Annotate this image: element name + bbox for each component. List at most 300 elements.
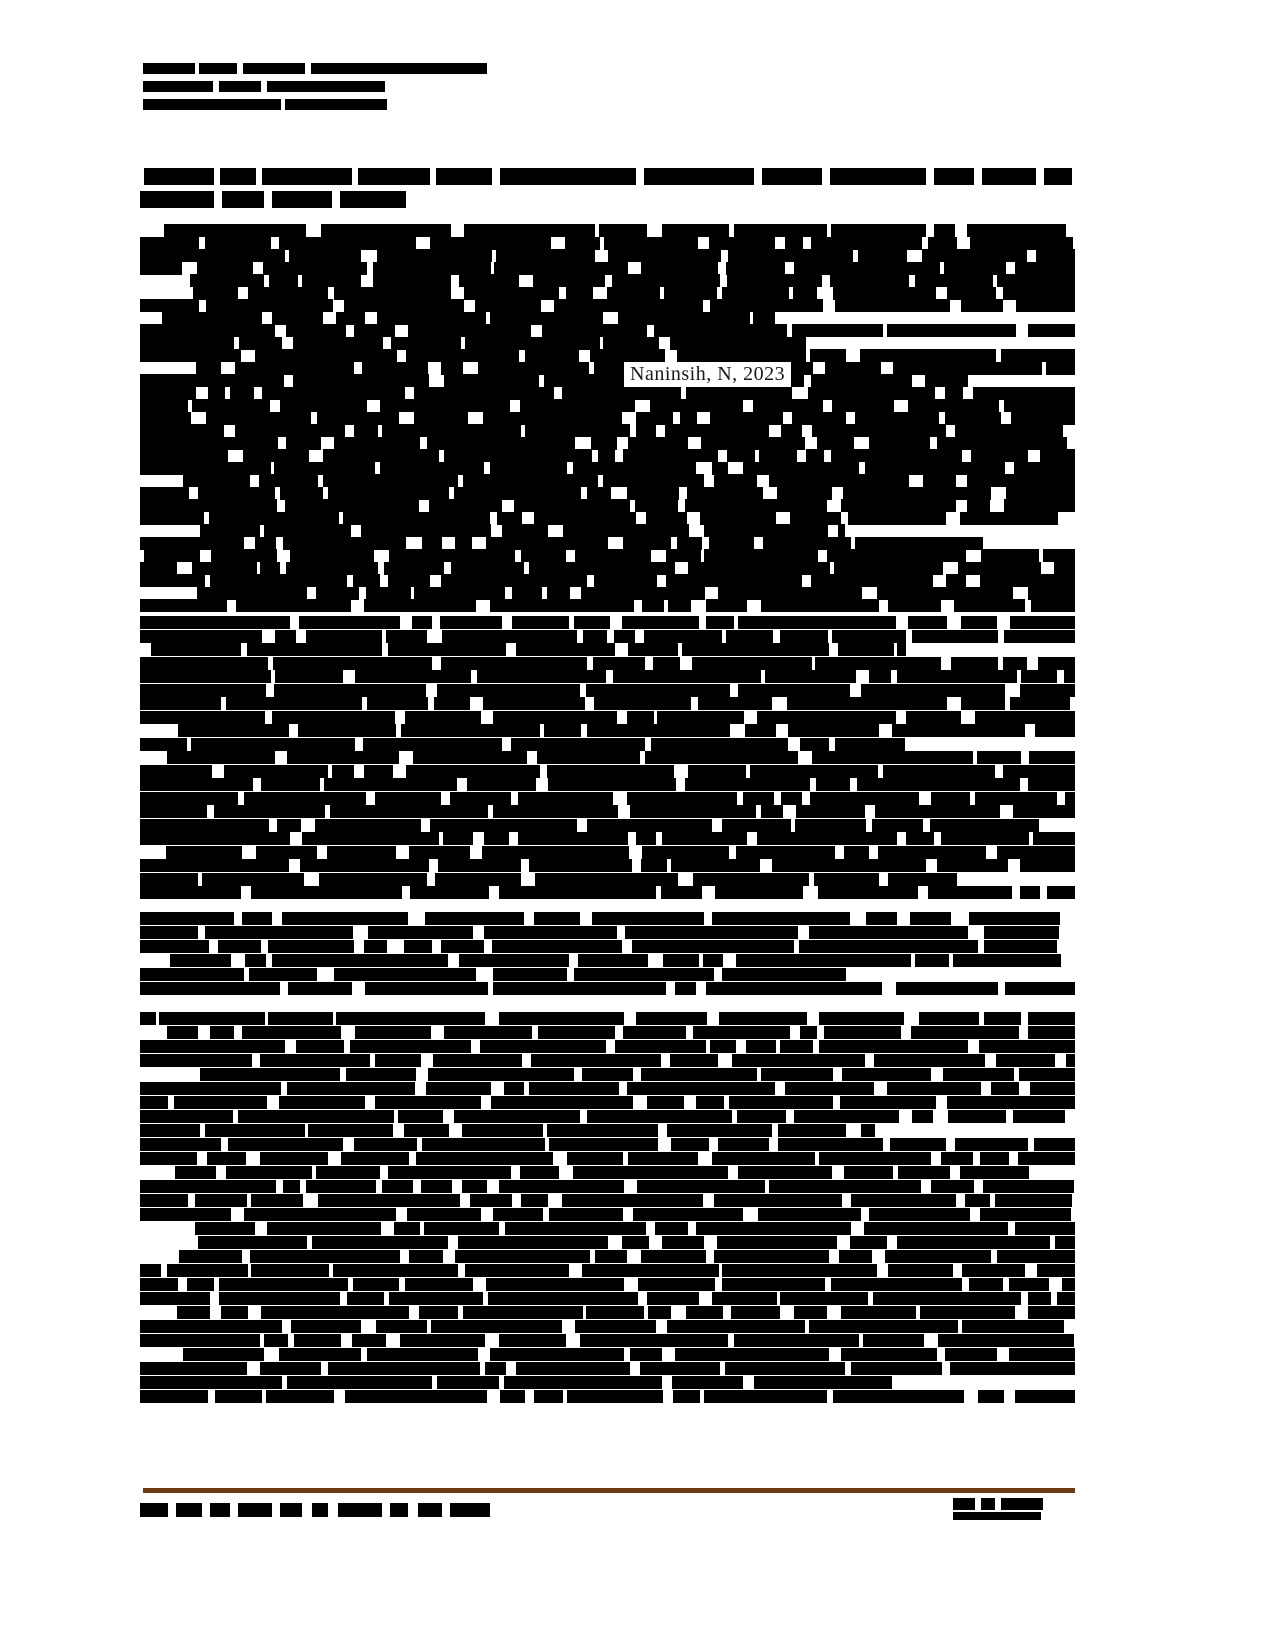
redaction-bar	[454, 1110, 580, 1123]
redaction-bar	[521, 549, 566, 562]
redaction-line	[140, 697, 1075, 707]
redaction-bar	[483, 412, 622, 425]
redaction-bar	[753, 399, 823, 412]
redaction-bar	[355, 1026, 431, 1039]
redaction-bar	[586, 684, 730, 697]
redaction-bar	[680, 412, 697, 425]
redaction-bar	[819, 1152, 931, 1165]
redaction-bar	[965, 1194, 990, 1207]
redaction-bar	[887, 1082, 981, 1095]
redaction-bar	[693, 873, 809, 886]
redaction-bar	[696, 1222, 851, 1235]
redaction-line	[140, 349, 1075, 359]
redaction-bar	[825, 362, 881, 375]
redaction-bar	[812, 751, 973, 764]
redaction-bar	[441, 940, 484, 953]
redaction-bar	[410, 886, 489, 899]
redaction-bar	[1034, 1138, 1075, 1151]
footer-left-redaction	[140, 1503, 490, 1517]
redaction-bar	[645, 751, 798, 764]
redaction-bar	[632, 940, 794, 953]
redaction-bar	[575, 1320, 656, 1333]
redaction-line	[140, 982, 1075, 992]
redaction-bar	[732, 1054, 865, 1067]
redaction-bar	[525, 424, 630, 437]
redaction-bar	[607, 287, 660, 300]
redaction-bar	[710, 1040, 736, 1053]
redaction-bar	[251, 1194, 303, 1207]
redaction-bar	[391, 337, 461, 350]
redaction-line	[140, 778, 1075, 788]
redaction-bar	[795, 819, 866, 832]
redaction-bar	[354, 424, 378, 437]
redaction-bar	[780, 1292, 868, 1305]
redaction-bar	[222, 191, 264, 208]
redaction-bar	[628, 643, 678, 656]
redaction-bar	[962, 1320, 1064, 1333]
redaction-bar	[177, 1306, 210, 1319]
redaction-bar	[431, 1320, 562, 1333]
redaction-bar	[389, 1292, 483, 1305]
redaction-bar	[414, 412, 468, 425]
redaction-bar	[788, 724, 879, 737]
redaction-bar	[582, 1264, 719, 1277]
redaction-bar	[140, 337, 234, 350]
redaction-bar	[367, 1348, 478, 1361]
redaction-bar	[328, 1362, 480, 1375]
redaction-bar	[946, 574, 966, 587]
redaction-bar	[140, 1054, 252, 1067]
redaction-bar	[334, 287, 451, 300]
redaction-bar	[831, 224, 926, 237]
redaction-bar	[334, 437, 420, 450]
redaction-bar	[490, 1348, 624, 1361]
redaction-bar	[809, 926, 968, 939]
redaction-line	[140, 630, 1075, 640]
redaction-bar	[592, 912, 704, 925]
redaction-bar	[230, 387, 254, 400]
redaction-bar	[1038, 657, 1075, 670]
redaction-bar	[416, 1152, 553, 1165]
redaction-bar	[248, 287, 328, 300]
redaction-bar	[975, 711, 1075, 724]
redaction-line	[140, 1180, 1075, 1190]
redaction-line	[140, 846, 1075, 856]
redaction-bar	[861, 684, 1005, 697]
redaction-bar	[280, 487, 323, 500]
redaction-bar	[193, 287, 238, 300]
redaction-bar	[1043, 549, 1075, 562]
redaction-bar	[485, 1362, 506, 1375]
redaction-bar	[283, 537, 406, 550]
redaction-bar	[289, 249, 361, 262]
redaction-bar	[375, 1054, 421, 1067]
redaction-bar	[575, 549, 651, 562]
redaction-bar	[919, 1012, 979, 1025]
redaction-bar	[1015, 262, 1075, 275]
redaction-bar	[422, 1138, 545, 1151]
redaction-bar	[712, 1292, 777, 1305]
redaction-bar	[763, 537, 851, 550]
redaction-bar	[587, 487, 611, 500]
redaction-bar	[443, 832, 473, 845]
redaction-bar	[267, 81, 385, 92]
redaction-bar	[334, 968, 476, 981]
redaction-bar	[516, 1362, 630, 1375]
redaction-bar	[500, 1390, 525, 1403]
redaction-bar	[664, 287, 717, 300]
redaction-bar	[934, 224, 955, 237]
redaction-bar	[944, 262, 1006, 275]
redaction-bar	[493, 968, 567, 981]
redaction-bar	[450, 792, 511, 805]
redaction-bar	[769, 474, 909, 487]
redaction-bar	[722, 287, 789, 300]
redaction-bar	[355, 670, 471, 683]
redaction-bar	[470, 1194, 512, 1207]
redaction-bar	[294, 1334, 341, 1347]
redaction-line	[143, 99, 563, 110]
redaction-bar	[192, 562, 257, 575]
redaction-bar	[277, 819, 301, 832]
redaction-bar	[260, 562, 280, 575]
redaction-bar	[412, 616, 432, 629]
redaction-bar	[714, 474, 757, 487]
redaction-bar	[176, 1503, 202, 1517]
redaction-bar	[140, 1040, 285, 1053]
redaction-bar	[210, 1503, 230, 1517]
redaction-line	[140, 168, 1075, 185]
redaction-bar	[978, 1390, 1004, 1403]
redaction-bar	[855, 537, 983, 550]
redaction-bar	[274, 684, 426, 697]
redaction-bar	[714, 1250, 829, 1263]
redaction-bar	[521, 1194, 548, 1207]
redaction-bar	[1013, 805, 1075, 818]
redaction-bar	[389, 549, 515, 562]
redaction-bar	[923, 474, 956, 487]
redaction-bar	[633, 1208, 743, 1221]
redaction-bar	[140, 738, 187, 751]
redaction-bar	[544, 724, 581, 737]
redaction-bar	[581, 587, 705, 600]
redaction-bar	[202, 873, 304, 886]
redaction-bar	[1028, 1012, 1075, 1025]
redaction-bar	[388, 574, 430, 587]
redaction-bar	[666, 549, 701, 562]
redaction-bar	[595, 1250, 627, 1263]
redaction-bar	[587, 1110, 732, 1123]
redaction-bar	[955, 1138, 1028, 1151]
redaction-bar	[855, 412, 939, 425]
redaction-line	[140, 792, 1075, 802]
redaction-bar	[283, 1180, 300, 1193]
redaction-bar	[140, 832, 290, 845]
redaction-bar	[191, 738, 355, 751]
redaction-bar	[1003, 287, 1075, 300]
redaction-bar	[810, 349, 846, 362]
redaction-bar	[261, 1306, 409, 1319]
redaction-bar	[140, 711, 265, 724]
redaction-bar	[743, 462, 859, 475]
redaction-bar	[319, 873, 427, 886]
redaction-bar	[207, 1152, 246, 1165]
redaction-bar	[806, 449, 824, 462]
redaction-line	[140, 926, 1075, 936]
redaction-line	[140, 524, 1075, 534]
redaction-bar	[851, 1362, 942, 1375]
redaction-bar	[977, 751, 1021, 764]
redaction-bar	[364, 765, 393, 778]
redaction-bar	[661, 886, 702, 899]
redaction-bar	[363, 738, 502, 751]
redaction-bar	[865, 462, 1005, 475]
redaction-bar	[454, 487, 581, 500]
redaction-bar	[673, 1390, 700, 1403]
redaction-bar	[671, 1138, 709, 1151]
redaction-bar	[302, 832, 439, 845]
body-redaction-group-2	[140, 616, 1075, 900]
redaction-bar	[312, 1503, 328, 1517]
redaction-bar	[490, 312, 603, 325]
redaction-bar	[140, 262, 182, 275]
redaction-bar	[409, 846, 470, 859]
redaction-bar	[260, 1362, 321, 1375]
redaction-bar	[885, 1250, 991, 1263]
redaction-bar	[459, 954, 569, 967]
redaction-bar	[688, 562, 830, 575]
redaction-bar	[286, 324, 346, 337]
redaction-bar	[710, 412, 783, 425]
redaction-bar	[915, 274, 993, 287]
redaction-bar	[875, 805, 1000, 818]
redaction-bar	[140, 599, 227, 612]
redaction-bar	[140, 1264, 161, 1277]
redaction-bar	[463, 1306, 583, 1319]
redaction-bar	[260, 1054, 370, 1067]
redaction-bar	[832, 630, 906, 643]
redaction-bar	[1033, 832, 1075, 845]
redaction-bar	[250, 1250, 400, 1263]
redaction-bar	[375, 1096, 481, 1109]
redaction-bar	[424, 1222, 499, 1235]
redaction-bar	[961, 697, 1005, 710]
redaction-line	[140, 587, 1075, 597]
redaction-bar	[511, 738, 645, 751]
redaction-bar	[641, 859, 667, 872]
redaction-line	[140, 237, 1075, 247]
redaction-bar	[799, 940, 978, 953]
redaction-bar	[644, 630, 722, 643]
redaction-bar	[817, 437, 854, 450]
redaction-bar	[199, 63, 237, 74]
redaction-bar	[662, 1236, 704, 1249]
redaction-bar	[140, 1124, 200, 1137]
redaction-bar	[997, 846, 1075, 859]
redaction-bar	[263, 262, 367, 275]
redaction-bar	[547, 1124, 658, 1137]
redaction-bar	[734, 1334, 859, 1347]
redaction-bar	[549, 1138, 658, 1151]
redaction-bar	[390, 1503, 408, 1517]
redaction-bar	[140, 684, 266, 697]
redaction-bar	[398, 1110, 443, 1123]
redaction-bar	[850, 1236, 887, 1249]
redaction-bar	[908, 399, 999, 412]
redaction-line	[140, 437, 1075, 447]
redaction-bar	[554, 299, 703, 312]
redaction-bar	[377, 312, 486, 325]
redaction-line	[140, 1026, 1075, 1036]
redaction-bar	[198, 487, 275, 500]
redaction-bar	[458, 1236, 608, 1249]
redaction-bar	[1001, 1498, 1043, 1510]
footer-divider	[143, 1488, 1075, 1493]
redaction-bar	[1004, 399, 1075, 412]
redaction-bar	[646, 512, 687, 525]
redaction-bar	[221, 1306, 248, 1319]
redaction-bar	[824, 1026, 901, 1039]
redaction-line	[140, 954, 1075, 964]
redaction-bar	[1018, 1152, 1075, 1165]
redaction-bar	[272, 711, 395, 724]
redaction-bar	[494, 262, 628, 275]
redaction-bar	[140, 630, 262, 643]
redaction-bar	[441, 362, 463, 375]
redaction-line	[140, 412, 1075, 422]
redaction-bar	[195, 1222, 255, 1235]
redaction-bar	[692, 657, 812, 670]
redaction-bar	[810, 792, 919, 805]
redaction-bar	[175, 1166, 216, 1179]
redaction-bar	[644, 168, 754, 185]
redaction-bar	[535, 873, 678, 886]
redaction-bar	[814, 873, 879, 886]
redaction-bar	[529, 859, 632, 872]
redaction-bar	[827, 549, 966, 562]
redaction-bar	[706, 982, 882, 995]
redaction-bar	[831, 449, 962, 462]
redaction-bar	[833, 287, 936, 300]
redaction-bar	[623, 537, 671, 550]
redaction-bar	[704, 1390, 827, 1403]
redaction-line	[140, 765, 1075, 775]
redaction-line	[140, 657, 1075, 667]
redaction-bar	[140, 424, 224, 437]
redaction-bar	[490, 599, 634, 612]
redaction-line	[140, 462, 1075, 472]
redaction-bar	[235, 362, 354, 375]
redaction-bar	[286, 562, 378, 575]
redaction-bar	[586, 1306, 644, 1319]
redaction-line	[140, 537, 1075, 547]
redaction-bar	[727, 274, 822, 287]
redaction-bar	[405, 1278, 473, 1291]
redaction-bar	[937, 859, 1008, 872]
redaction-bar	[493, 805, 618, 818]
redaction-bar	[409, 1250, 443, 1263]
redaction-bar	[235, 424, 345, 437]
redaction-bar	[893, 362, 1042, 375]
redaction-bar	[467, 778, 536, 791]
body-redaction-group-1	[140, 224, 1075, 612]
redaction-bar	[567, 1152, 623, 1165]
redaction-bar	[140, 1194, 188, 1207]
redaction-bar	[980, 1208, 1071, 1221]
redaction-line	[140, 512, 1075, 522]
redaction-bar	[140, 1320, 282, 1333]
redaction-bar	[1004, 630, 1075, 643]
redaction-bar	[715, 886, 803, 899]
redaction-bar	[781, 424, 802, 437]
redaction-bar	[647, 1292, 699, 1305]
redaction-bar	[811, 237, 922, 250]
redaction-bar	[818, 886, 918, 899]
redaction-bar	[190, 274, 264, 287]
redaction-bar	[499, 886, 656, 899]
redaction-bar	[279, 237, 416, 250]
redaction-bar	[450, 1503, 490, 1517]
redaction-bar	[857, 778, 1020, 791]
redaction-bar	[574, 968, 714, 981]
redaction-bar	[140, 1152, 197, 1165]
redaction-bar	[140, 1503, 168, 1517]
redaction-bar	[388, 1166, 511, 1179]
footer-right-redaction	[953, 1498, 1043, 1520]
redaction-bar	[1036, 249, 1075, 262]
redaction-bar	[573, 462, 696, 475]
redaction-bar	[613, 670, 761, 683]
redaction-bar	[206, 299, 333, 312]
redaction-bar	[316, 587, 359, 600]
redaction-bar	[480, 1040, 606, 1053]
redaction-bar	[668, 599, 691, 612]
redaction-bar	[406, 765, 540, 778]
redaction-bar	[877, 587, 1013, 600]
redaction-bar	[578, 954, 648, 967]
redaction-bar	[192, 399, 270, 412]
redaction-bar	[728, 249, 853, 262]
redaction-bar	[670, 1054, 718, 1067]
redaction-bar	[1062, 1278, 1075, 1291]
redaction-bar	[290, 549, 374, 562]
redaction-line	[140, 1054, 1075, 1064]
redaction-bar	[638, 1278, 715, 1291]
redaction-bar	[244, 792, 366, 805]
redaction-bar	[140, 1110, 233, 1123]
redaction-bar	[520, 399, 635, 412]
redaction-bar	[1037, 1264, 1075, 1277]
redaction-line	[143, 81, 563, 92]
redaction-bar	[520, 1166, 559, 1179]
redaction-bar	[386, 630, 427, 643]
redaction-bar	[872, 819, 923, 832]
redaction-bar	[534, 512, 636, 525]
redaction-bar	[1028, 1292, 1051, 1305]
redaction-line	[140, 1250, 1075, 1260]
redaction-line	[140, 670, 1075, 680]
redaction-line	[140, 1166, 1075, 1176]
redaction-bar	[625, 926, 798, 939]
redaction-bar	[745, 724, 776, 737]
redaction-bar	[948, 1110, 1006, 1123]
redaction-bar	[442, 630, 577, 643]
redaction-line	[140, 751, 1075, 761]
redaction-bar	[969, 912, 1060, 925]
redaction-bar	[830, 168, 926, 185]
redaction-bar	[698, 697, 772, 710]
redaction-bar	[672, 1376, 743, 1389]
